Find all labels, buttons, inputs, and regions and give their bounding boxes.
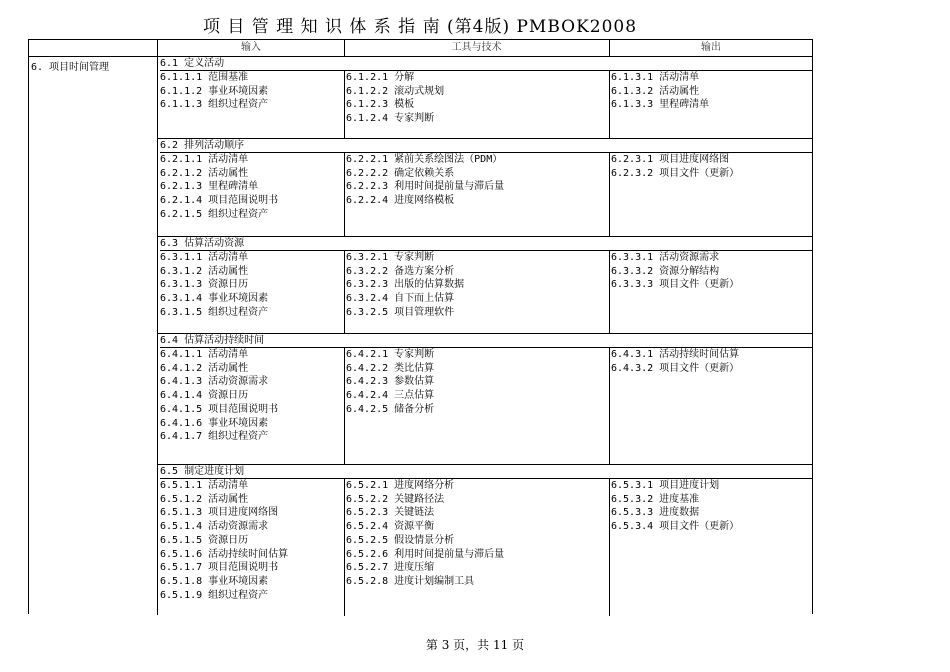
list-item: 6.4.1.7 组织过程资产 <box>160 431 269 443</box>
list-item: 6.5.1.6 活动持续时间估算 <box>160 548 289 560</box>
list-item: 6.1.2.1 分解 <box>346 72 415 83</box>
list-item: 6.4.3.2 项目文件（更新） <box>611 362 740 374</box>
column-divider <box>609 153 610 237</box>
section-inputs <box>160 479 288 602</box>
section-title: 6.4 估算活动持续时间 <box>160 334 812 348</box>
list-item: 6.4.1.4 资源日历 <box>160 390 249 402</box>
divider-header-2 <box>609 40 610 56</box>
category-label: 6. 项目时间管理 <box>31 62 110 73</box>
list-item: 6.4.2.1 专家判断 <box>346 349 435 360</box>
list-item: 6.2.3.1 项目进度网络图 <box>611 154 730 165</box>
section-title: 6.1 定义活动 <box>160 57 812 71</box>
section-block <box>158 138 813 237</box>
section-outputs <box>611 251 739 292</box>
section-tools <box>346 479 504 589</box>
section-block <box>158 464 813 616</box>
list-item: 6.5.1.4 活动资源需求 <box>160 521 269 533</box>
section-outputs <box>611 71 709 112</box>
list-item: 6.2.2.2 确定依赖关系 <box>346 167 455 179</box>
list-item: 6.3.1.3 资源日历 <box>160 279 249 291</box>
list-item: 6.5.2.1 进度网络分析 <box>346 480 455 491</box>
section-block <box>158 333 813 465</box>
list-item: 6.5.2.4 资源平衡 <box>346 521 435 533</box>
list-item: 6.5.3.4 项目文件（更新） <box>611 521 740 533</box>
section-block <box>158 236 813 334</box>
list-item: 6.2.3.2 项目文件（更新） <box>611 167 740 179</box>
list-item: 6.2.2.4 进度网络模板 <box>346 195 455 207</box>
section-outputs <box>611 153 739 180</box>
list-item: 6.2.1.3 里程碑清单 <box>160 181 259 193</box>
list-item: 6.4.2.4 三点估算 <box>346 390 435 402</box>
section-outputs <box>611 479 739 534</box>
list-item: 6.2.1.1 活动清单 <box>160 154 249 165</box>
list-item: 6.4.1.6 事业环境因素 <box>160 417 269 429</box>
document-title: 项 目 管 理 知 识 体 系 指 南 (第4版) PMBOK2008 <box>202 17 638 37</box>
list-item: 6.3.3.2 资源分解结构 <box>611 265 720 277</box>
column-divider <box>344 71 345 139</box>
list-item: 6.1.3.2 活动属性 <box>611 85 700 97</box>
list-item: 6.5.2.7 进度压缩 <box>346 562 435 574</box>
section-title: 6.5 制定进度计划 <box>160 465 812 479</box>
column-divider <box>609 251 610 334</box>
section-inputs <box>160 71 268 112</box>
list-item: 6.1.2.3 模板 <box>346 99 415 111</box>
list-item: 6.5.2.3 关键链法 <box>346 507 435 519</box>
list-item: 6.5.3.3 进度数据 <box>611 507 700 519</box>
list-item: 6.3.1.2 活动属性 <box>160 265 249 277</box>
list-item: 6.2.1.5 组织过程资产 <box>160 208 269 220</box>
list-item: 6.4.2.5 储备分析 <box>346 403 435 415</box>
column-divider <box>344 348 345 465</box>
list-item: 6.5.1.1 活动清单 <box>160 480 249 491</box>
section-inputs <box>160 153 278 222</box>
column-divider <box>344 153 345 237</box>
list-item: 6.5.3.1 项目进度计划 <box>611 480 720 491</box>
list-item: 6.5.3.2 进度基准 <box>611 493 700 505</box>
section-block <box>158 56 813 139</box>
list-item: 6.4.1.5 项目范围说明书 <box>160 403 279 415</box>
column-divider <box>344 479 345 616</box>
list-item: 6.1.2.4 专家判断 <box>346 113 435 125</box>
list-item: 6.2.1.2 活动属性 <box>160 167 249 179</box>
list-item: 6.3.1.1 活动清单 <box>160 252 249 263</box>
section-title: 6.3 估算活动资源 <box>160 237 812 251</box>
list-item: 6.5.1.3 项目进度网络图 <box>160 507 279 519</box>
list-item: 6.5.2.2 关键路径法 <box>346 493 445 505</box>
list-item: 6.3.2.4 自下而上估算 <box>346 293 455 305</box>
process-table <box>28 39 813 614</box>
list-item: 6.1.3.1 活动清单 <box>611 72 700 83</box>
header-inputs: 输入 <box>241 42 261 53</box>
list-item: 6.5.1.2 活动属性 <box>160 493 249 505</box>
table-header <box>29 40 812 57</box>
list-item: 6.4.1.2 活动属性 <box>160 362 249 374</box>
list-item: 6.3.2.5 项目管理软件 <box>346 306 455 318</box>
list-item: 6.2.1.4 项目范围说明书 <box>160 195 279 207</box>
list-item: 6.3.1.4 事业环境因素 <box>160 293 269 305</box>
list-item: 6.1.1.3 组织过程资产 <box>160 99 269 111</box>
list-item: 6.2.2.1 紧前关系绘图法（PDM） <box>346 154 503 165</box>
list-item: 6.5.1.7 项目范围说明书 <box>160 562 279 574</box>
list-item: 6.3.2.3 出版的估算数据 <box>346 279 465 291</box>
list-item: 6.4.2.3 参数估算 <box>346 376 435 388</box>
list-item: 6.3.3.1 活动资源需求 <box>611 252 720 263</box>
list-item: 6.4.1.3 活动资源需求 <box>160 376 269 388</box>
list-item: 6.1.3.3 里程碑清单 <box>611 99 710 111</box>
list-item: 6.5.2.6 利用时间提前量与滞后量 <box>346 548 505 560</box>
section-inputs <box>160 251 268 320</box>
section-tools <box>346 251 464 320</box>
list-item: 6.1.1.1 范围基准 <box>160 72 249 83</box>
list-item: 6.5.2.8 进度计划编制工具 <box>346 575 475 587</box>
section-inputs <box>160 348 278 444</box>
list-item: 6.4.1.1 活动清单 <box>160 349 249 360</box>
list-item: 6.3.2.1 专家判断 <box>346 252 435 263</box>
column-divider <box>609 71 610 139</box>
column-divider <box>609 479 610 616</box>
list-item: 6.5.1.9 组织过程资产 <box>160 589 269 601</box>
list-item: 6.1.2.2 滚动式规划 <box>346 85 445 97</box>
section-tools <box>346 71 444 126</box>
list-item: 6.4.3.1 活动持续时间估算 <box>611 349 740 360</box>
list-item: 6.3.2.2 备选方案分析 <box>346 265 455 277</box>
section-tools <box>346 348 434 417</box>
list-item: 6.2.2.3 利用时间提前量与滞后量 <box>346 181 505 193</box>
section-tools <box>346 153 504 208</box>
column-divider <box>344 251 345 334</box>
list-item: 6.5.1.8 事业环境因素 <box>160 575 269 587</box>
section-title: 6.2 排列活动顺序 <box>160 139 812 153</box>
header-tools: 工具与技术 <box>451 42 502 53</box>
list-item: 6.5.2.5 假设情景分析 <box>346 534 455 546</box>
column-divider <box>609 348 610 465</box>
section-outputs <box>611 348 739 375</box>
list-item: 6.1.1.2 事业环境因素 <box>160 85 269 97</box>
list-item: 6.5.1.5 资源日历 <box>160 534 249 546</box>
list-item: 6.3.3.3 项目文件（更新） <box>611 279 740 291</box>
divider-header-1 <box>344 40 345 56</box>
list-item: 6.4.2.2 类比估算 <box>346 362 435 374</box>
page-footer: 第 3 页，共 11 页 <box>425 638 525 652</box>
list-item: 6.3.1.5 组织过程资产 <box>160 306 269 318</box>
header-outputs: 输出 <box>701 42 721 53</box>
